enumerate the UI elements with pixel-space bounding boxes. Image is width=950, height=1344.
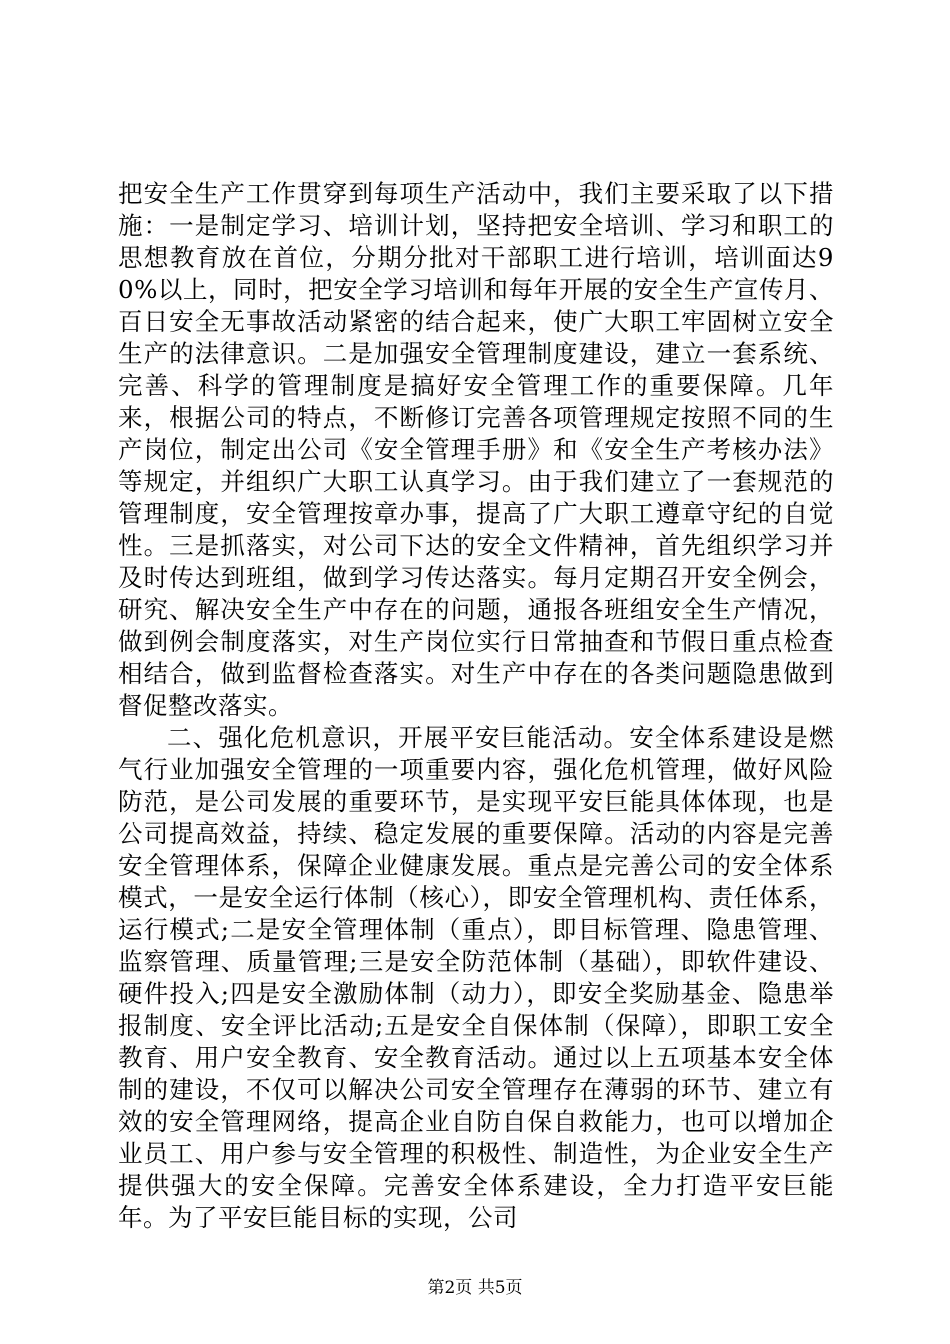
- page-number-footer: 第2页 共5页: [427, 1278, 523, 1298]
- paragraph-safety-measures: 把安全生产工作贯穿到每项生产活动中，我们主要采取了以下措施：一是制定学习、培训计划，坚持把安全培训、学习和职工的思想教育放在首位，分期分批对干部职工进行培训，培训面达90%以上，同时，把安全学习培训和每年开展的安全生产宣传月、百日安全无事故活动紧密的结合起来，使广大职工牢固树立安全生产的法律意识。二是加强安全管理制度建设，建立一套系统、完善、科学的管理制度是搞好安全管理工作的重要保障。几年来，根据公司的特点，不断修订完善各项管理规定按照不同的生产岗位，制定出公司《安全管理手册》和《安全生产考核办法》等规定，并组织广大职工认真学习。由于我们建立了一套规范的管理制度，安全管理按章办事，提高了广大职工遵章守纪的自觉性。三是抓落实，对公司下达的安全文件精神，首先组织学习并及时传达到班组，做到学习传达落实。每月定期召开安全例会，研究、解决安全生产中存在的问题，通报各班组安全生产情况，做到例会制度落实，对生产岗位实行日常抽查和节假日重点检查相结合，做到监督检查落实。对生产中存在的各类问题隐患做到督促整改落实。: [118, 179, 834, 720]
- paragraph-crisis-awareness: 二、强化危机意识，开展平安巨能活动。安全体系建设是燃气行业加强安全管理的一项重要内容，强化危机管理，做好风险防范，是公司发展的重要环节，是实现平安巨能具体体现，也是公司提高效益，持续、稳定发展的重要保障。活动的内容是完善安全管理体系，保障企业健康发展。重点是完善公司的安全体系模式，一是安全运行体制（核心），即安全管理机构、责任体系，运行模式;二是安全管理体制（重点），即目标管理、隐患管理、监察管理、质量管理;三是安全防范体制（基础），即软件建设、硬件投入;四是安全激励体制（动力），即安全奖励基金、隐患举报制度、安全评比活动;五是安全自保体制（保障），即职工安全教育、用户安全教育、安全教育活动。通过以上五项基本安全体制的建设，不仅可以解决公司安全管理存在薄弱的环节、建立有效的安全管理网络，提高企业自防自保自救能力，也可以增加企业员工、用户参与安全管理的积极性、制造性，为企业安全生产提供强大的安全保障。完善安全体系建设，全力打造平安巨能年。为了平安巨能目标的实现，公司: [118, 723, 834, 1232]
- document-body: [118, 178, 834, 1234]
